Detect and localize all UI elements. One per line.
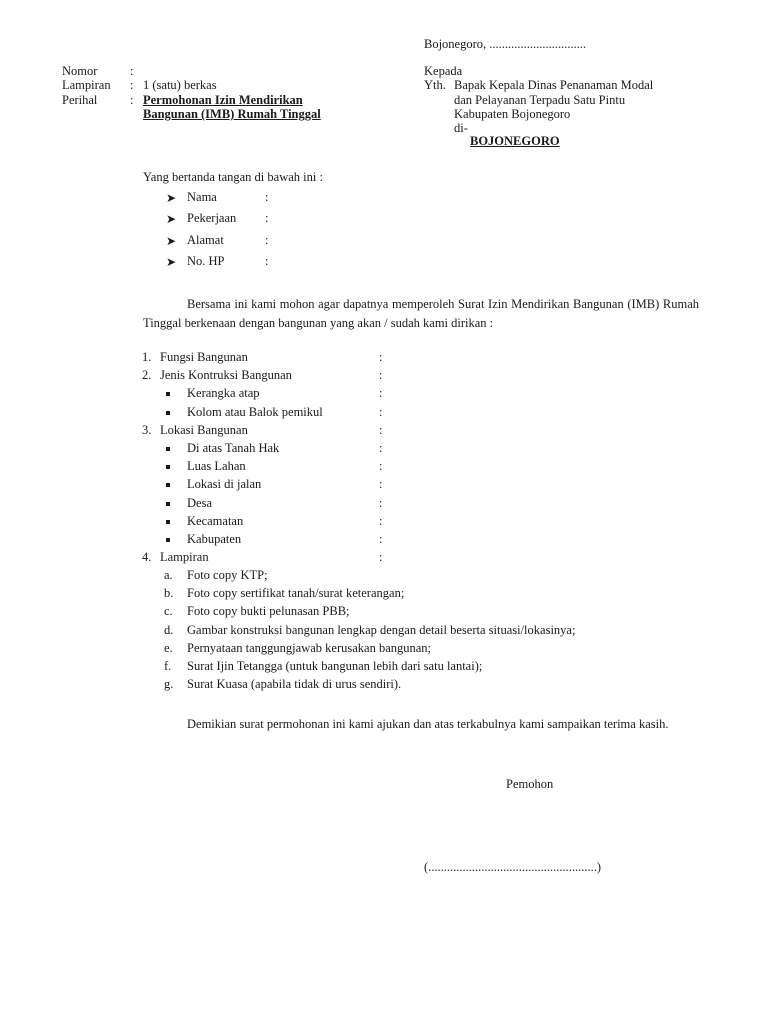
square-bullet-icon (166, 411, 170, 415)
attachment-text: Surat Ijin Tetangga (untuk bangunan lebih dari satu lantai); (187, 659, 483, 673)
perihal-line-2: Bangunan (IMB) Rumah Tinggal (143, 107, 321, 121)
attachment-letter: f. (164, 659, 172, 673)
square-bullet-icon (166, 392, 170, 396)
attachment-letter: d. (164, 622, 174, 637)
perihal-label: Perihal (62, 93, 98, 107)
attachment-text: Foto copy KTP; (187, 568, 268, 582)
list-item-colon: : (379, 441, 383, 455)
attachment-text: Foto copy bukti pelunasan PBB; (187, 604, 350, 619)
list-item-label: Fungsi Bangunan (160, 350, 248, 364)
recipient-line-1: Bapak Kepala Dinas Penanaman Modal (454, 78, 654, 92)
list-item-colon: : (379, 550, 383, 565)
attachment-text: Gambar konstruksi bangunan lengkap dengan detail beserta situasi/lokasinya; (187, 622, 576, 637)
attachment-text: Surat Kuasa (apabila tidak di urus sendiri). (187, 677, 402, 692)
list-item-colon: : (379, 495, 383, 510)
place-date: Bojonegoro, ............................... (424, 37, 587, 51)
list-item-number: 4. (142, 550, 152, 565)
square-bullet-icon (166, 465, 170, 469)
list-item-colon: : (379, 532, 383, 546)
arrowhead-bullet-icon: ➤ (166, 191, 177, 205)
list-item-colon: : (379, 459, 383, 474)
square-bullet-icon (166, 520, 170, 524)
attachment-letter: a. (164, 568, 173, 582)
attachment-letter: g. (164, 677, 174, 692)
recipient-line-3: Kabupaten Bojonegoro (454, 107, 571, 121)
attachment-letter: c. (164, 604, 173, 619)
perihal-colon: : (130, 93, 134, 107)
closing-paragraph: Demikian surat permohonan ini kami ajukan dan atas terkabulnya kami sampaikan terima kasih. (187, 717, 669, 731)
list-item-label: Kabupaten (187, 532, 242, 546)
list-item-label: Kecamatan (187, 513, 244, 528)
list-item-label: Desa (187, 495, 212, 510)
lampiran-label: Lampiran (62, 78, 111, 92)
perihal-line-1: Permohonan Izin Mendirikan (143, 93, 303, 107)
identity-label: Pekerjaan (187, 211, 237, 226)
identity-label: Nama (187, 190, 217, 204)
kepada-label: Kepada (424, 64, 463, 78)
attachment-text: Foto copy sertifikat tanah/surat keterangan; (187, 586, 405, 601)
list-item-number: 2. (142, 368, 152, 383)
recipient-di: di- (454, 121, 468, 135)
square-bullet-icon (166, 502, 170, 506)
body-paragraph: Bersama ini kami mohon agar dapatnya memperoleh Surat Izin Mendirikan Bangunan (IMB) Rumah Tinggal berkenaan dengan bangunan yang akan / sudah kami dirikan : (143, 297, 699, 330)
arrowhead-bullet-icon: ➤ (166, 212, 177, 227)
square-bullet-icon (166, 483, 170, 487)
list-item-label: Kerangka atap (187, 386, 260, 401)
list-item-number: 3. (142, 422, 152, 437)
yth-label: Yth. (424, 78, 446, 92)
list-item-label: Lokasi di jalan (187, 477, 262, 492)
nomor-colon: : (130, 64, 134, 78)
recipient-city: BOJONEGORO (470, 134, 560, 148)
identity-label: Alamat (187, 232, 224, 247)
identity-colon: : (265, 211, 269, 226)
arrowhead-bullet-icon: ➤ (166, 254, 177, 269)
intro-text: Yang bertanda tangan di bawah ini : (143, 170, 323, 184)
identity-colon: : (265, 253, 269, 268)
attachment-letter: b. (164, 586, 174, 601)
identity-label: No. HP (187, 253, 225, 268)
attachment-text: Pernyataan tanggungjawab kerusakan bangunan; (187, 640, 432, 655)
arrowhead-bullet-icon: ➤ (166, 233, 177, 248)
signature-name-line: (......................................................) (424, 860, 602, 874)
identity-colon: : (265, 232, 269, 247)
list-item-colon: : (379, 404, 383, 419)
list-item-colon: : (379, 368, 383, 383)
signature-label: Pemohon (506, 777, 554, 791)
list-item-label: Luas Lahan (187, 459, 246, 474)
square-bullet-icon (166, 447, 170, 451)
list-item-label: Di atas Tanah Hak (187, 441, 280, 455)
identity-colon: : (265, 190, 269, 204)
list-item-colon: : (379, 513, 383, 528)
list-item-colon: : (379, 350, 383, 364)
lampiran-colon: : (130, 78, 134, 92)
list-item-label: Lampiran (160, 550, 209, 565)
list-item-label: Jenis Kontruksi Bangunan (160, 368, 292, 383)
list-item-number: 1. (142, 350, 152, 364)
square-bullet-icon (166, 538, 170, 542)
list-item-label: Lokasi Bangunan (160, 422, 248, 437)
lampiran-value: 1 (satu) berkas (143, 78, 217, 92)
recipient-line-2: dan Pelayanan Terpadu Satu Pintu (454, 93, 626, 107)
list-item-colon: : (379, 422, 383, 437)
list-item-colon: : (379, 477, 383, 492)
attachment-letter: e. (164, 640, 173, 655)
nomor-label: Nomor (62, 64, 98, 78)
list-item-colon: : (379, 386, 383, 401)
list-item-label: Kolom atau Balok pemikul (187, 404, 323, 419)
